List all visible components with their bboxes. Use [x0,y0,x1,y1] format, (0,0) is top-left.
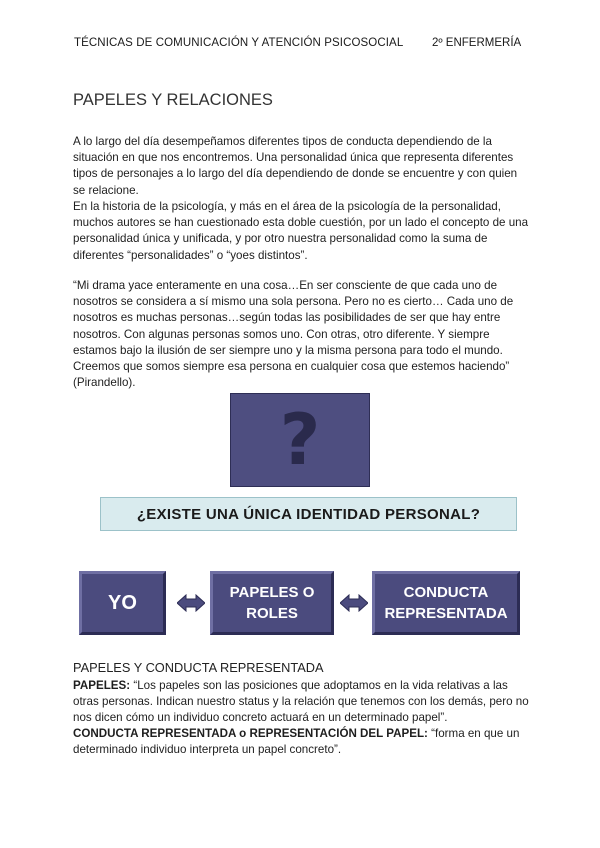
double-arrow-icon [340,594,368,612]
definition-conducta [73,726,533,758]
box-papeles-line2: ROLES [246,605,298,622]
box-conducta-representada [372,571,520,635]
box-papeles-line1: PAPELES O [229,584,315,601]
header-course-title: TÉCNICAS DE COMUNICACIÓN Y ATENCIÓN PSICOSOCIAL [74,37,404,49]
question-mark-icon: ? [279,399,321,481]
paragraph-quote: “Mi drama yace enteramente en una cosa…En ser consciente de que cada uno de nosotros se considera a sí mismo una sola persona. Pero no es cierto… Cada uno de nosotros es muchas personas…según todas las posibilidades de ser que hay entre nosotros. Con algunas personas somos uno. Con otras, otro diferente. Y siempre estamos bajo la ilusión de ser siempre uno y la misma persona para todo el mundo. Creemos que somos siempre esa persona en cualquier cosa que estemos haciendo” (Pirandello). [73,279,514,390]
definition-conducta-text: “forma en que un determinado individuo interpreta un papel concreto”. [73,727,520,757]
header-course-level: 2º ENFERMERÍA [432,37,522,49]
paragraph-intro: A lo largo del día desempeñamos diferentes tipos de conducta dependiendo de la situación en que nos encontremos. Una personalidad única que representa diferentes tipos de personajes a lo largo del día dependiendo de donde se encuentre y con quien se relacione. [73,135,518,197]
box-yo-label: YO [108,591,137,614]
identity-question-banner [100,497,517,531]
definition-conducta-term: CONDUCTA REPRESENTADA o REPRESENTACIÓN DEL PAPEL: [73,727,428,740]
box-papeles-roles [210,571,334,635]
page-title: PAPELES Y RELACIONES [73,91,273,109]
box-yo [79,571,166,635]
definition-papeles [73,678,533,727]
section-title: PAPELES Y CONDUCTA REPRESENTADA [73,660,324,675]
definition-papeles-term: PAPELES: [73,679,131,692]
question-mark-image [230,393,370,487]
box-conducta-line2: REPRESENTADA [384,605,508,622]
banner-text: ¿EXISTE UNA ÚNICA IDENTIDAD PERSONAL? [136,505,481,523]
definition-papeles-text: “Los papeles son las posiciones que adoptamos en la vida relativas a las otras personas. Indican nuestro status y la relación que tenemos con los demás, pero no nos dicen cómo un individuo concreto actuará en un determinado papel”. [73,679,529,725]
double-arrow-icon [177,594,205,612]
box-conducta-line1: CONDUCTA [403,584,489,601]
paragraph-history: En la historia de la psicología, y más en el área de la psicología de la personalidad, muchos autores se han cuestionado esta doble cuestión, por un lado el concepto de una personalidad única y unificada, y por otro nuestra personalidad como la suma de diferentes “personalidades” o “yoes distintos”. [73,200,529,262]
